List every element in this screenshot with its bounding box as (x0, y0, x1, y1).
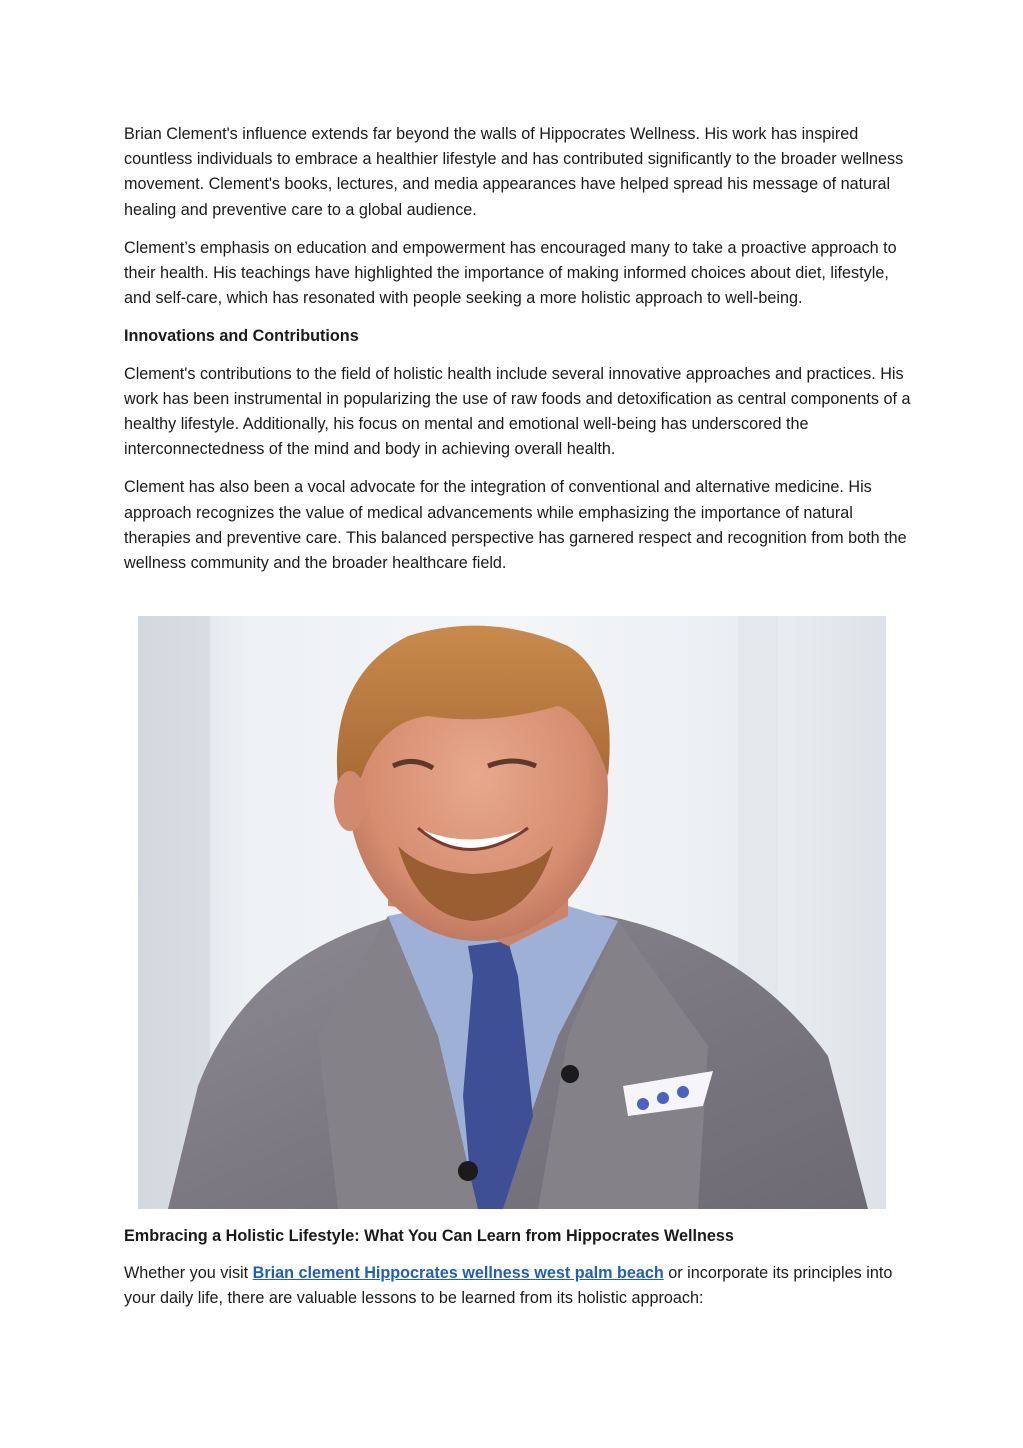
hippocrates-wellness-link[interactable]: Brian clement Hippocrates wellness west palm beach (252, 1264, 664, 1283)
visit-text-after: or incorporate its principles into your daily life, there are valuable lessons to be learned from its holistic approach: (124, 1264, 893, 1308)
visit-text-before: Whether you visit (124, 1264, 253, 1283)
heading-embracing: Embracing a Holistic Lifestyle: What You Can Learn from Hippocrates Wellness (124, 1227, 734, 1245)
article-section-2 (124, 1224, 914, 1325)
portrait-photo (138, 616, 886, 1209)
paragraph-visit (124, 1261, 914, 1311)
heading-innovations: Innovations and Contributions (124, 327, 359, 346)
paragraph-contributions: Clement's contributions to the field of holistic health include several innovative approaches and practices. His work has been instrumental in popularizing the use of raw foods and detoxification as central components of a healthy lifestyle. Additionally, his focus on mental and emotional well-being has underscored the interconnectedness of the mind and body in achieving overall health. (124, 364, 911, 459)
article-body (124, 122, 914, 589)
paragraph-education: Clement’s emphasis on education and empowerment has encouraged many to take a proactive approach to their health. His teachings have highlighted the importance of making informed choices about diet, lifestyle, and self-care, which has resonated with people seeking a more holistic approach to well-being. (124, 238, 897, 308)
paragraph-integration: Clement has also been a vocal advocate for the integration of conventional and alternative medicine. His approach recognizes the value of medical advancements while emphasizing the importance of natural therapies and preventive care. This balanced perspective has garnered respect and recognition from both the wellness community and the broader healthcare field. (124, 478, 907, 573)
paragraph-influence: Brian Clement's influence extends far beyond the walls of Hippocrates Wellness. His work has inspired countless individuals to embrace a healthier lifestyle and has contributed significantly to the broader wellness movement. Clement's books, lectures, and media appearances have helped spread his message of natural healing and preventive care to a global audience. (124, 125, 904, 219)
